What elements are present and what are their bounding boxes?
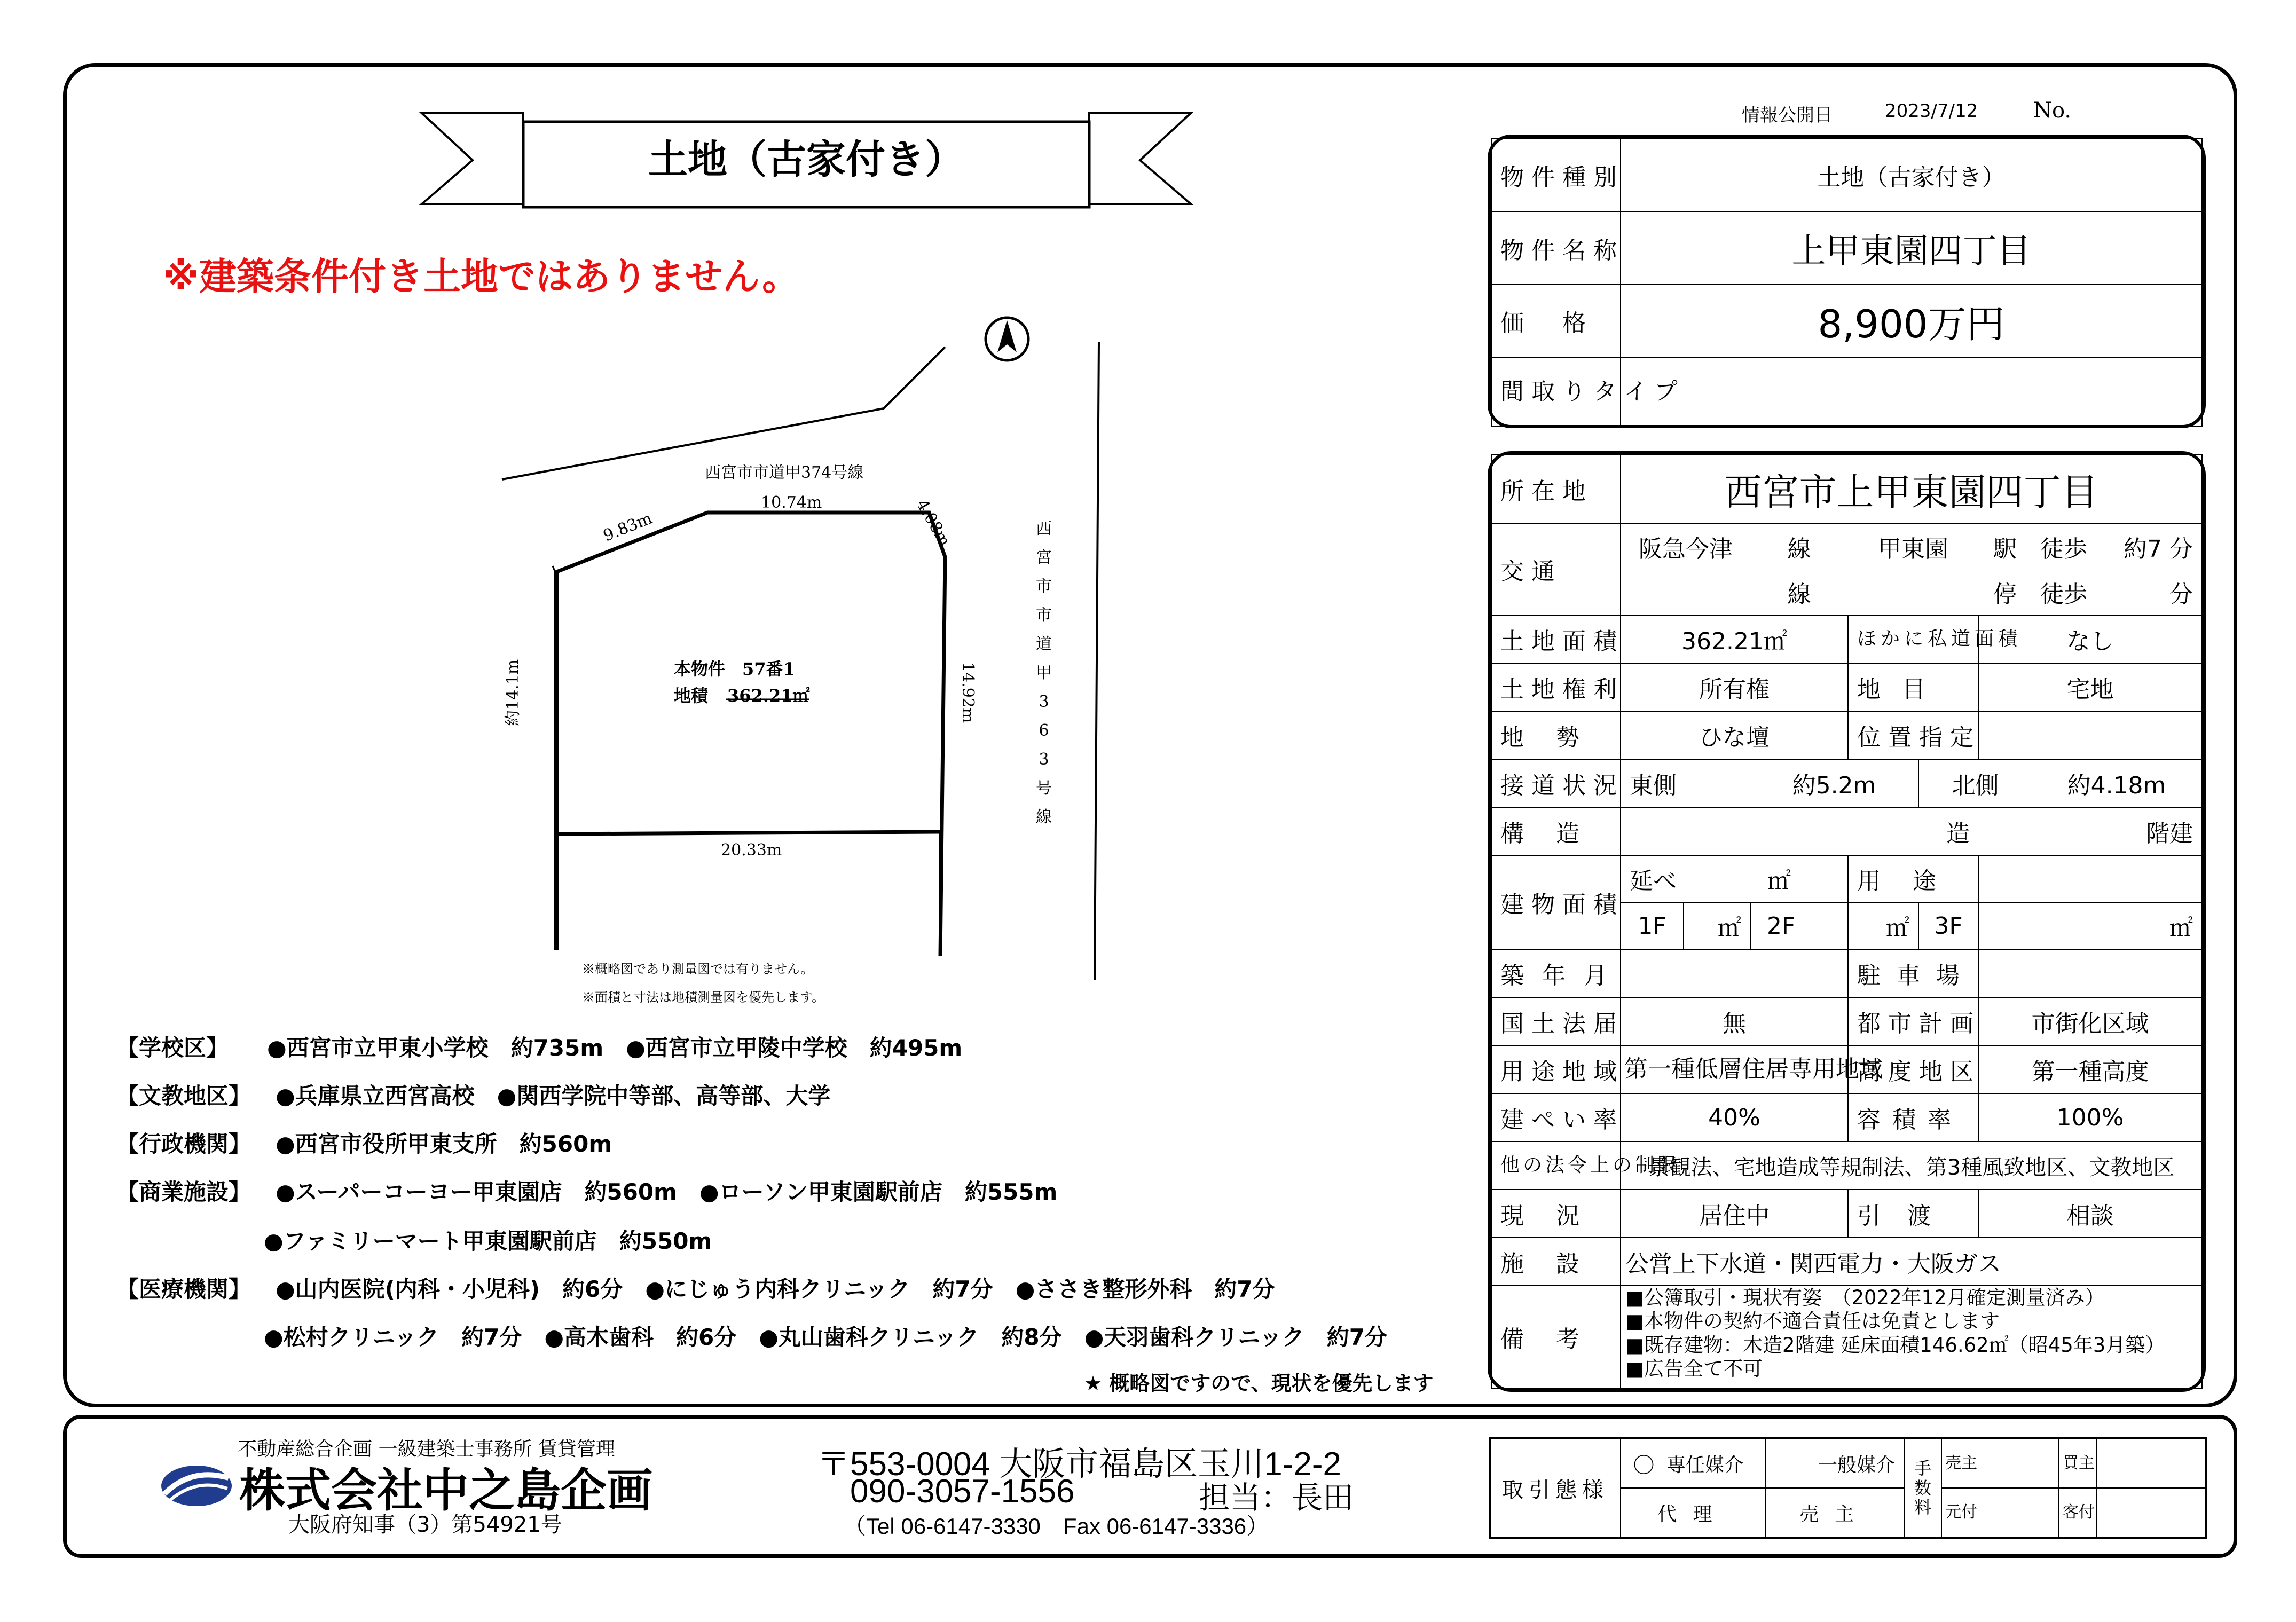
east-road-label: [1033, 515, 1055, 832]
status-label: 現況: [1491, 1190, 1621, 1238]
north-arrow-icon: [986, 318, 1028, 360]
road-label: 接道状況: [1491, 759, 1621, 807]
other-law-label: 他の法令上の制限: [1491, 1141, 1621, 1190]
remark-line: ■公簿取引・現状有姿 （2022年12月確定測量済み）: [1625, 1286, 2105, 1309]
east-road-char: 市: [1036, 577, 1052, 596]
seller-label: 売主: [1765, 1488, 1904, 1538]
fee-buyer: 買主: [2059, 1438, 2096, 1488]
height-label: 高度地区: [1848, 1045, 1978, 1093]
exclusive-label: 専任媒介: [1666, 1438, 1765, 1488]
number-label: No.: [2033, 98, 2072, 123]
east-road-char: 3: [1039, 750, 1049, 769]
east-road-char: 宮: [1036, 548, 1052, 567]
dim-right: 14.92m: [958, 662, 977, 723]
location-value: 西宮市上甲東園四丁目: [1621, 455, 2202, 523]
floor-1: 1F: [1621, 902, 1684, 949]
road-width-1: 約5.2m: [1750, 759, 1918, 807]
east-road-char: 3: [1039, 692, 1049, 711]
transport-label: 交通: [1491, 523, 1621, 615]
walk-minutes: 約7: [2124, 535, 2162, 563]
amenity-label: 【医療機関】: [116, 1276, 251, 1302]
type-label: 物件種別: [1491, 138, 1621, 212]
facility-label: 施設: [1491, 1238, 1621, 1286]
walk-label: 徒歩: [2032, 523, 2080, 569]
road-width-2: 約4.18m: [2032, 759, 2202, 807]
line-suffix-2: 線: [1750, 569, 1848, 615]
contact-person: 担当：長田: [1199, 1481, 1354, 1515]
east-road-char: 道: [1036, 635, 1052, 653]
minute-suffix: 分: [2169, 535, 2193, 563]
road-dir-2: 北側: [1918, 759, 2032, 807]
remark-line: ■既存建物：木造2階建 延床面積146.62㎡（昭45年3月築）: [1625, 1333, 2165, 1357]
fee-seller: 売主: [1941, 1438, 2059, 1488]
publish-date-label: 情報公開日: [1742, 105, 1833, 126]
land-right-value: 所有権: [1621, 663, 1848, 711]
floor-2-sqm: ㎡: [1848, 902, 1918, 949]
company-logo-icon: [159, 1462, 234, 1510]
bcr-label: 建ぺい率: [1491, 1093, 1621, 1141]
banner-title: 土地（古家付き）: [648, 137, 964, 183]
east-road-char: 線: [1036, 808, 1052, 826]
floor-3: 3F: [1918, 902, 1978, 949]
dim-top-right: 4.08m: [912, 496, 954, 550]
city-plan-value: 市街化区域: [1978, 997, 2202, 1045]
station-name: 甲東園: [1848, 523, 1978, 569]
general-label: 一般媒介: [1765, 1438, 1904, 1488]
trade-table: [1489, 1437, 2207, 1539]
road-dir-1: 東側: [1621, 759, 1750, 807]
structure-mid: 造: [1621, 807, 1978, 855]
floor-1-sqm: ㎡: [1684, 902, 1750, 949]
floor-3-sqm: ㎡: [1978, 902, 2202, 949]
land-area-value: 362.21㎡: [1621, 615, 1848, 663]
zoning-value: 第一種低層住居専用地域: [1621, 1045, 1848, 1093]
north-road-label: 西宮市市道甲374号線: [705, 463, 864, 482]
position-value: [1978, 711, 2202, 759]
remarks: [1621, 1286, 2202, 1388]
dim-left: 約14.1m: [504, 659, 522, 726]
location-label: 所在地: [1491, 455, 1621, 523]
terrain-label: 地勢: [1491, 711, 1621, 759]
remark-line: ■広告全て不可: [1625, 1357, 1763, 1381]
disclaimer: ★ 概略図ですので、現状を優先します: [1084, 1372, 1434, 1395]
amenity-label: 【商業施設】: [116, 1179, 251, 1205]
east-road-char: 西: [1036, 519, 1052, 538]
land-law-value: 無: [1621, 997, 1848, 1045]
tel-fax: （Tel 06-6147-3330 Fax 06-6147-3336）: [844, 1514, 1269, 1539]
line-suffix: 線: [1750, 523, 1848, 569]
remark-line: ■本物件の契約不適合責任は免責とします: [1625, 1310, 2000, 1333]
stop-suffix: 停: [1978, 569, 2032, 615]
city-plan-label: 都市計画: [1848, 997, 1978, 1045]
site-plan: [481, 310, 1201, 1004]
far-label: 容積率: [1848, 1093, 1978, 1141]
private-road-value: なし: [1978, 615, 2202, 663]
area-value: 362.21㎡: [727, 686, 810, 706]
amenity-label: 【学校区】: [116, 1035, 229, 1061]
company-subtitle: 不動産総合企画 一級建築士事務所 賃貸管理: [238, 1438, 615, 1460]
east-road-char: 市: [1036, 606, 1052, 625]
price-label: 価 格: [1491, 285, 1621, 357]
plan-note-2: ※面積と寸法は地積測量図を優先します。: [582, 990, 825, 1005]
zoning-label: 用途地域: [1491, 1045, 1621, 1093]
remarks-label: 備考: [1491, 1286, 1621, 1388]
parking-label: 駐車場: [1848, 949, 1978, 997]
dim-top-left: 9.83m: [600, 509, 655, 546]
amenity-text: ●スーパーコーヨー甲東園店 約560m ●ローソン甲東園駅前店 約555m: [276, 1179, 1058, 1205]
layout-label: 間取りタイプ: [1491, 357, 1621, 427]
amenity-label: 【文教地区】: [116, 1083, 251, 1109]
dim-bottom: 20.33m: [721, 841, 782, 860]
bcr-value: 40%: [1621, 1093, 1848, 1141]
east-road-char: 6: [1039, 721, 1049, 740]
other-law-value: 景観法、宅地造成等規制法、第3種風致地区、文教地区: [1621, 1141, 2202, 1190]
delivery-label: 引渡: [1848, 1190, 1978, 1238]
land-area-label: 土地面積: [1491, 615, 1621, 663]
total-label: 延べ: [1630, 868, 1677, 895]
use-label: 用途: [1857, 868, 1968, 895]
east-road-char: 号: [1036, 779, 1052, 798]
dim-top: 10.74m: [761, 493, 822, 512]
height-value: 第一種高度: [1978, 1045, 2202, 1093]
facility-value: 公営上下水道・関西電力・大阪ガス: [1621, 1238, 2202, 1286]
agent-label: 代理: [1621, 1488, 1765, 1538]
amenity-text: ●西宮市立甲東小学校 約735m ●西宮市立甲陵中学校 約495m: [267, 1035, 963, 1061]
publish-date: 2023/7/12: [1885, 100, 1978, 122]
terrain-value: ひな壇: [1621, 711, 1848, 759]
summary-table: [1488, 135, 2206, 428]
delivery-value: 相談: [1978, 1190, 2202, 1238]
warning-text: ※建築条件付き土地ではありません。: [163, 255, 800, 298]
land-law-label: 国土法届: [1491, 997, 1621, 1045]
chimoku-label: 地目: [1848, 663, 1978, 711]
amenity-label: 【行政機関】: [116, 1131, 251, 1157]
amenity-text: ●兵庫県立西宮高校 ●関西学院中等部、高等部、大学: [276, 1083, 831, 1109]
amenity-text: ●松村クリニック 約7分 ●高木歯科 約6分 ●丸山歯科クリニック 約8分 ●天羽歯科クリニック 約7分: [264, 1324, 1387, 1350]
structure-label: 構造: [1491, 807, 1621, 855]
station-suffix: 駅: [1978, 523, 2032, 569]
fee-seller-origin: 元付: [1941, 1488, 2059, 1538]
plan-note-1: ※概略図であり測量図では有りません。: [582, 962, 814, 977]
amenity-text: ●ファミリーマート甲東園駅前店 約550m: [264, 1228, 712, 1254]
built-label: 築年月: [1491, 949, 1621, 997]
minute-suffix-2: 分: [2080, 569, 2202, 615]
price-value: 8,900万円: [1621, 285, 2202, 357]
far-value: 100%: [1978, 1093, 2202, 1141]
type-value: 土地（古家付き）: [1621, 138, 2202, 212]
name-label: 物件名称: [1491, 212, 1621, 285]
exclusive-mark: 〇: [1621, 1438, 1666, 1488]
trade-label: 取引態様: [1490, 1438, 1621, 1538]
land-right-label: 土地権利: [1491, 663, 1621, 711]
amenity-text: ●山内医院(内科・小児科) 約6分 ●にじゅう内科クリニック 約7分 ●ささき整形外科 約7分: [276, 1276, 1275, 1302]
phone: 090-3057-1556: [850, 1473, 1075, 1510]
east-road-char: 甲: [1036, 664, 1052, 682]
layout-value: [1621, 357, 2202, 427]
line-name: 阪急今津: [1621, 523, 1750, 569]
fee-label: 手数料: [1904, 1438, 1941, 1538]
fee-buyer-client: 客付: [2059, 1488, 2096, 1538]
area-label: 地積: [674, 686, 709, 706]
company-name: 株式会社中之島企画: [239, 1464, 652, 1517]
building-area-label: 建物面積: [1491, 855, 1621, 949]
structure-end: 階建: [1978, 807, 2202, 855]
company-license: 大阪府知事（3）第54921号: [288, 1513, 562, 1537]
walk-label-2: 徒歩: [2032, 569, 2080, 615]
lot-label: 本物件 57番1: [674, 659, 795, 679]
status-value: 居住中: [1621, 1190, 1848, 1238]
private-road-label: ほかに私道面積: [1848, 615, 1978, 663]
name-value: 上甲東園四丁目: [1621, 212, 2202, 285]
chimoku-value: 宅地: [1978, 663, 2202, 711]
floor-2: 2F: [1767, 912, 1796, 940]
address: 〒553-0004 大阪市福島区玉川1-2-2: [817, 1446, 1341, 1483]
sqm-unit: ㎡: [1767, 868, 1791, 895]
position-label: 位置指定: [1848, 711, 1978, 759]
details-table: [1488, 451, 2206, 1392]
amenity-text: ●西宮市役所甲東支所 約560m: [276, 1131, 612, 1157]
